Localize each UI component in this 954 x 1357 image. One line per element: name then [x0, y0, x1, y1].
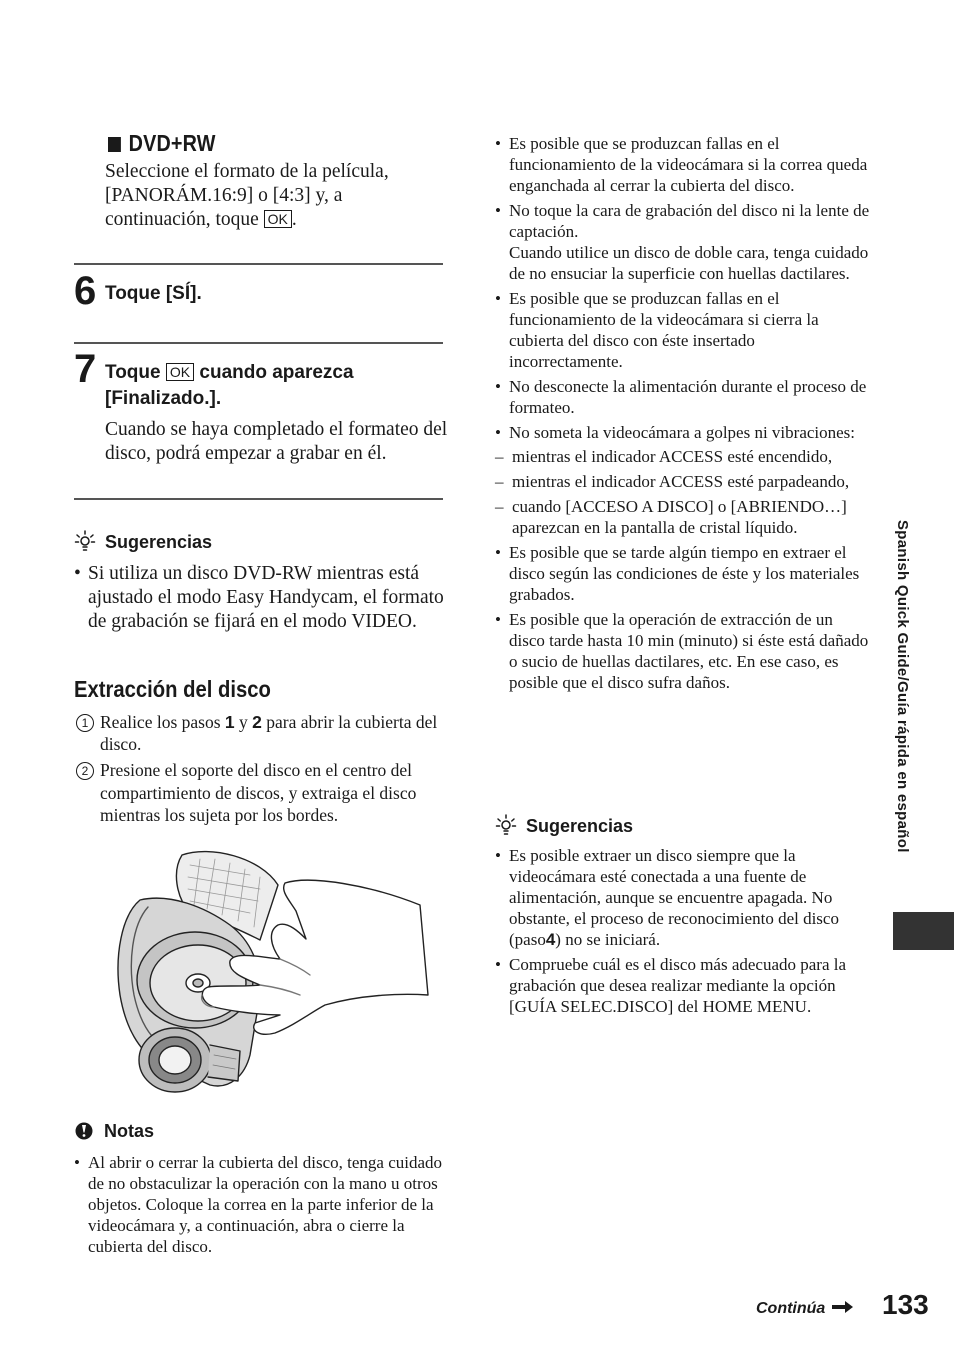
extraction-step-1: 1 Realice los pasos 1 y 2 para abrir la cubierta del disco. — [76, 711, 446, 755]
ok-button-glyph: OK — [264, 210, 292, 228]
step-7-body: Cuando se haya completado el formateo del disco, podrá empezar a grabar en él. — [105, 419, 448, 464]
tips-right-list — [495, 845, 870, 1017]
lightbulb-icon — [495, 814, 517, 836]
divider — [74, 263, 443, 265]
square-bullet-icon — [108, 137, 121, 152]
list-item: • Compruebe cuál es el disco más adecuado para la grabación que desea realizar mediante la opción [GUÍA SELEC.DISCO] del HOME MENU. — [495, 954, 870, 1017]
right-notes — [495, 133, 870, 693]
continue-label: Continúa — [756, 1300, 854, 1318]
notes-list — [74, 1152, 446, 1257]
circled-number-1: 1 — [76, 714, 94, 732]
sub-list-item: – cuando [ACCESO A DISCO] o [ABRIENDO…] aparezcan en la pantalla de cristal líquido. — [495, 496, 870, 538]
tips-left-list — [74, 562, 446, 634]
extraction-heading: Extracción del disco — [74, 676, 271, 702]
step-7-number: 7 — [74, 347, 97, 391]
dvd-rw-heading: DVD+RW — [108, 130, 216, 157]
list-item: • No toque la cara de grabación del disco ni la lente de captación. Cuando utilice un disco de doble cara, tenga cuidado de no ensuciar la superficie con huellas dactilares. — [495, 200, 870, 284]
lightbulb-icon — [74, 530, 96, 552]
divider — [74, 498, 443, 500]
sidebar-section-label: Spanish Quick Guide/Guía rápida en español — [894, 520, 911, 853]
list-item: • Es posible que la operación de extracción de un disco tarde hasta 10 min (minuto) si éste está dañado o sucio de huellas dactilares, etc. En ese caso, es posible que el disco sufra daños. — [495, 609, 870, 693]
sub-list-item: – mientras el indicador ACCESS esté parpadeando, — [495, 471, 870, 492]
list-item: • Es posible que se produzcan fallas en el funcionamiento de la videocámara si cierra la cubierta del disco con éste insertado incorrectamente. — [495, 288, 870, 372]
list-item: • No desconecte la alimentación durante el proceso de formateo. — [495, 376, 870, 418]
list-item: • Si utiliza un disco DVD-RW mientras está ajustado el modo Easy Handycam, el formato de grabación se fijará en el modo VIDEO. — [74, 562, 446, 634]
arrow-right-icon — [832, 1300, 854, 1314]
notes-heading: Notas — [74, 1121, 154, 1142]
list-item: • Es posible extraer un disco siempre que la videocámara esté conectada a una fuente de alimentación, aunque se encuentre apagada. No obstante, el proceso de reconocimiento del disco (paso4) no se iniciará. — [495, 845, 870, 950]
dvd-rw-body: Seleccione el formato de la película, [PANORÁM.16:9] o [4:3] y, a continuación, toque OK . — [105, 161, 389, 230]
tips-right-heading: Sugerencias — [495, 814, 633, 837]
extraction-step-2: 2 Presione el soporte del disco en el centro del compartimiento de discos, y extraiga el disco mientras los sujeta por los bordes. — [76, 759, 446, 827]
step-6-text: Toque [SÍ]. — [105, 283, 202, 304]
tips-left-heading: Sugerencias — [74, 530, 212, 553]
circled-number-2: 2 — [76, 762, 94, 780]
list-item: • Es posible que se produzcan fallas en el funcionamiento de la videocámara si la correa queda enganchada al cerrar la cubierta del disco. — [495, 133, 870, 196]
list-item: • Al abrir o cerrar la cubierta del disco, tenga cuidado de no obstaculizar la operación con la mano u otros objetos. Coloque la correa en la parte inferior de la videocámara y, a continuación, abra o cierre la cubierta del disco. — [74, 1152, 446, 1257]
page-number: 133 — [882, 1289, 929, 1320]
sub-list-item: – mientras el indicador ACCESS esté encendido, — [495, 446, 870, 467]
note-alert-icon — [74, 1121, 94, 1141]
camcorder-disc-illustration — [110, 845, 430, 1105]
section-tab-marker — [893, 912, 954, 950]
list-item: • Es posible que se tarde algún tiempo en extraer el disco según las condiciones de éste y los materiales grabados. — [495, 542, 870, 605]
ok-button-glyph: OK — [166, 363, 194, 381]
list-item: • No someta la videocámara a golpes ni vibraciones: – mientras el indicador ACCESS esté encendido, – mientras el indicador ACCESS esté parpadeando, – cuando [ACCESO A DISCO] o [ABRIENDO…] aparezcan en la pantalla de cristal líquido. — [495, 422, 870, 538]
step-6-number: 6 — [74, 269, 97, 313]
step-7-heading: Toque OK cuando aparezca [Finalizado.]. — [105, 362, 354, 409]
divider — [74, 342, 443, 344]
